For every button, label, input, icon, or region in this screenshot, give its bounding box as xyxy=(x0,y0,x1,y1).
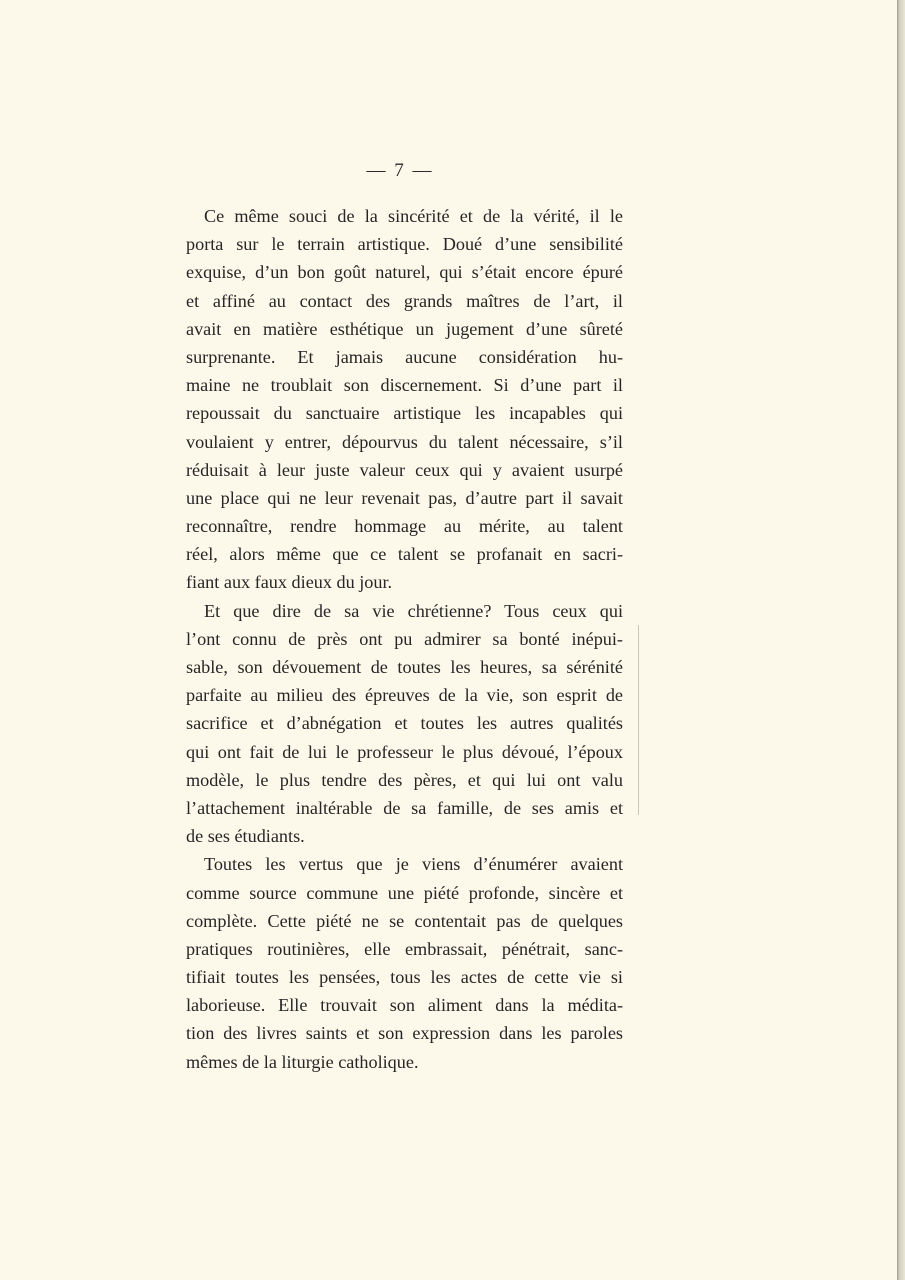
text-line: comme source commune une piété profonde, sincère et xyxy=(186,882,623,903)
text-line: complète. Cette piété ne se contentait pas de quelques xyxy=(186,910,623,931)
text-line: mêmes de la liturgie catholique. xyxy=(186,1051,419,1072)
text-line: réduisait à leur juste valeur ceux qui y avaient usurpé xyxy=(186,459,623,480)
margin-pencil-mark xyxy=(638,625,639,815)
text-line: surprenante. Et jamais aucune considération hu- xyxy=(186,346,623,367)
text-line: sable, son dévouement de toutes les heures, sa sérénité xyxy=(186,657,623,677)
page-number: — 7 — xyxy=(366,160,434,181)
text-line: parfaite au milieu des épreuves de la vie, son esprit de xyxy=(186,685,623,706)
text-line: pratiques routinières, elle embrassait, pénétrait, sanc- xyxy=(186,938,623,959)
text-line: laborieuse. Elle trouvait son aliment dans la médita- xyxy=(186,995,623,1016)
text-line: de ses étudiants. xyxy=(186,826,305,847)
paragraph-3 xyxy=(186,850,623,1076)
body-text xyxy=(186,202,623,1076)
text-line: sacrifice et d’abnégation et toutes les autres qualités xyxy=(186,713,623,734)
text-line: fiant aux faux dieux du jour. xyxy=(186,572,393,593)
text-line: Ce même souci de la sincérité et de la vérité, il le xyxy=(204,206,623,226)
paragraph-1 xyxy=(186,202,623,597)
text-line: l’attachement inaltérable de sa famille, de ses amis et xyxy=(186,797,623,818)
text-line: et affiné au contact des grands maîtres de l’art, il xyxy=(186,290,623,311)
text-line: Et que dire de sa vie chrétienne? Tous ceux qui xyxy=(204,600,623,621)
text-line: porta sur le terrain artistique. Doué d’une sensibilité xyxy=(186,234,623,255)
text-line: exquise, d’un bon goût naturel, qui s’était encore épuré xyxy=(186,262,623,283)
text-line: modèle, le plus tendre des pères, et qui lui ont valu xyxy=(186,769,623,790)
text-line: qui ont fait de lui le professeur le plus dévoué, l’époux xyxy=(186,741,623,762)
page-edge-shadow xyxy=(897,0,905,1280)
text-line: avait en matière esthétique un jugement d’une sûreté xyxy=(186,318,623,339)
text-line: reconnaître, rendre hommage au mérite, au talent xyxy=(186,516,623,537)
text-line: réel, alors même que ce talent se profanait en sacri- xyxy=(186,544,623,565)
paragraph-2 xyxy=(186,597,623,851)
text-line: tion des livres saints et son expression dans les paroles xyxy=(186,1023,623,1044)
text-line: voulaient y entrer, dépourvus du talent nécessaire, s’il xyxy=(186,431,623,452)
text-line: tifiait toutes les pensées, tous les actes de cette vie si xyxy=(186,967,623,988)
text-line: l’ont connu de près ont pu admirer sa bonté inépui- xyxy=(186,628,623,649)
text-line: Toutes les vertus que je viens d’énumérer avaient xyxy=(204,854,623,875)
text-line: repoussait du sanctuaire artistique les incapables qui xyxy=(186,403,623,424)
text-line: maine ne troublait son discernement. Si d’une part il xyxy=(186,375,623,396)
text-line: une place qui ne leur revenait pas, d’autre part il savait xyxy=(186,487,623,508)
